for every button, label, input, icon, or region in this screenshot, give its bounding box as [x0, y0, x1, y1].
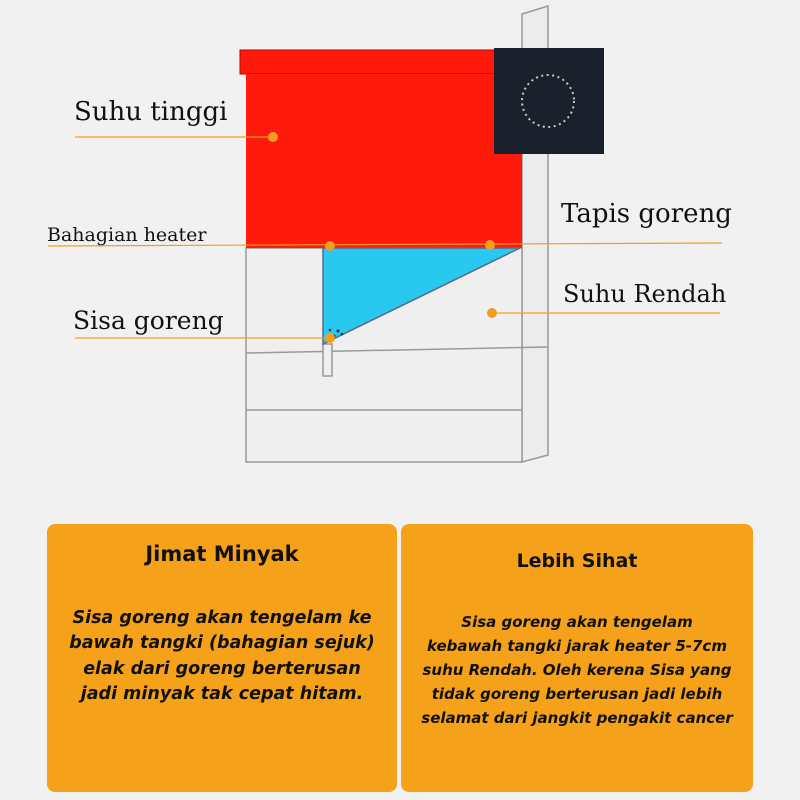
label-suhu-rendah: Suhu Rendah: [563, 280, 727, 308]
card-lebih-sihat: [401, 524, 753, 792]
card-body: [401, 610, 753, 730]
label-tapis-goreng: Tapis goreng: [561, 199, 732, 229]
card-body-line: elak dari goreng berterusan: [83, 658, 361, 679]
marker-suhu-rendah: [487, 308, 497, 318]
marker-bahagian-heater: [325, 241, 335, 251]
hot-zone: [246, 74, 522, 248]
card-body-line: Sisa goreng akan tengelam ke: [72, 608, 372, 628]
card-body-line: Sisa goreng akan tengelam: [461, 613, 693, 631]
label-sisa-goreng: Sisa goreng: [73, 306, 224, 335]
card-body-line: jadi minyak tak cepat hitam.: [80, 684, 364, 705]
marker-sisa-goreng: [325, 333, 335, 343]
control-box: [494, 48, 604, 154]
card-title: Lebih Sihat: [516, 550, 638, 572]
residue-particle: [341, 333, 344, 336]
card-body-line: suhu Rendah. Oleh kerena Sisa yang: [422, 661, 732, 679]
hot-zone-lid: [240, 50, 524, 74]
card-body-line: tidak goreng berterusan jadi lebih: [431, 685, 723, 703]
drain-pipe: [323, 344, 332, 376]
residue-particle: [329, 329, 332, 332]
card-title: Jimat Minyak: [145, 542, 299, 566]
residue-particle: [337, 330, 340, 333]
label-bahagian-heater: Bahagian heater: [47, 224, 207, 246]
label-suhu-tinggi: Suhu tinggi: [74, 97, 228, 127]
card-body-line: kebawah tangki jarak heater 5-7cm: [427, 637, 727, 655]
marker-suhu-tinggi: [268, 132, 278, 142]
marker-tapis-goreng: [485, 240, 495, 250]
card-jimat-minyak: [47, 524, 397, 792]
card-body-line: selamat dari jangkit pengakit cancer: [421, 709, 733, 727]
card-body: [47, 606, 397, 708]
card-body-line: bawah tangki (bahagian sejuk): [69, 633, 375, 654]
